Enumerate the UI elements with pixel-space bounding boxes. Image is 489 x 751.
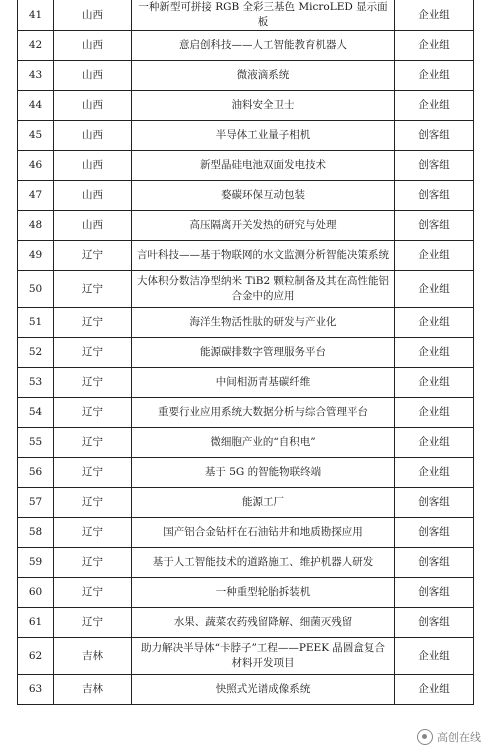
group-cell: 企业组 <box>395 308 474 338</box>
group-cell: 创客组 <box>395 518 474 548</box>
province-cell: 辽宁 <box>54 308 132 338</box>
row-number-cell: 57 <box>18 488 54 518</box>
project-name-cell: 快照式光谱成像系统 <box>132 675 395 705</box>
gaochuang-logo-icon <box>417 729 433 745</box>
row-number-cell: 46 <box>18 151 54 181</box>
province-cell: 辽宁 <box>54 608 132 638</box>
province-cell: 山西 <box>54 151 132 181</box>
table-row <box>18 91 474 121</box>
project-name-cell: 大体积分数洁净型纳米 TiB2 颗粒制备及其在高性能铝合金中的应用 <box>132 271 395 308</box>
table-row <box>18 61 474 91</box>
group-cell: 企业组 <box>395 241 474 271</box>
group-cell: 企业组 <box>395 91 474 121</box>
group-cell: 企业组 <box>395 31 474 61</box>
table-row <box>18 428 474 458</box>
province-cell: 吉林 <box>54 638 132 675</box>
group-cell: 企业组 <box>395 0 474 31</box>
project-name-cell: 能源碳排数字管理服务平台 <box>132 338 395 368</box>
province-cell: 辽宁 <box>54 271 132 308</box>
row-number-cell: 60 <box>18 578 54 608</box>
table-row <box>18 488 474 518</box>
row-number-cell: 54 <box>18 398 54 428</box>
table-row <box>18 308 474 338</box>
watermark <box>417 729 481 745</box>
row-number-cell: 55 <box>18 428 54 458</box>
table-row <box>18 31 474 61</box>
table-row <box>18 518 474 548</box>
project-name-cell: 能源工厂 <box>132 488 395 518</box>
table-row <box>18 241 474 271</box>
province-cell: 山西 <box>54 121 132 151</box>
project-name-cell: 一种重型轮胎拆装机 <box>132 578 395 608</box>
province-cell: 吉林 <box>54 675 132 705</box>
group-cell: 企业组 <box>395 428 474 458</box>
group-cell: 创客组 <box>395 608 474 638</box>
watermark-text: 高创在线 <box>437 731 481 744</box>
table-row <box>18 458 474 488</box>
project-name-cell: 微液滴系统 <box>132 61 395 91</box>
group-cell: 企业组 <box>395 398 474 428</box>
province-cell: 山西 <box>54 0 132 31</box>
group-cell: 企业组 <box>395 61 474 91</box>
table-row <box>18 548 474 578</box>
project-name-cell: 基于 5G 的智能物联终端 <box>132 458 395 488</box>
table-row <box>18 578 474 608</box>
table-row <box>18 0 474 31</box>
table-row <box>18 675 474 705</box>
row-number-cell: 51 <box>18 308 54 338</box>
project-name-cell: 意启创科技——人工智能教育机器人 <box>132 31 395 61</box>
row-number-cell: 53 <box>18 368 54 398</box>
province-cell: 山西 <box>54 181 132 211</box>
project-name-cell: 高压隔离开关发热的研究与处理 <box>132 211 395 241</box>
group-cell: 创客组 <box>395 151 474 181</box>
project-name-cell: 国产铝合金钻杆在石油钻井和地质勘探应用 <box>132 518 395 548</box>
group-cell: 创客组 <box>395 578 474 608</box>
group-cell: 企业组 <box>395 458 474 488</box>
province-cell: 辽宁 <box>54 368 132 398</box>
group-cell: 创客组 <box>395 548 474 578</box>
table-body <box>18 0 474 705</box>
row-number-cell: 58 <box>18 518 54 548</box>
group-cell: 企业组 <box>395 368 474 398</box>
table-row <box>18 211 474 241</box>
row-number-cell: 52 <box>18 338 54 368</box>
group-cell: 创客组 <box>395 181 474 211</box>
province-cell: 辽宁 <box>54 458 132 488</box>
province-cell: 山西 <box>54 211 132 241</box>
project-name-cell: 微细胞产业的“自积电” <box>132 428 395 458</box>
project-name-cell: 油料安全卫士 <box>132 91 395 121</box>
table-row <box>18 338 474 368</box>
row-number-cell: 50 <box>18 271 54 308</box>
province-cell: 辽宁 <box>54 398 132 428</box>
row-number-cell: 61 <box>18 608 54 638</box>
project-name-cell: 基于人工智能技术的道路施工、维护机器人研发 <box>132 548 395 578</box>
row-number-cell: 47 <box>18 181 54 211</box>
project-name-cell: 助力解决半导体“卡脖子”工程——PEEK 晶圆盒复合材料开发项目 <box>132 638 395 675</box>
row-number-cell: 59 <box>18 548 54 578</box>
province-cell: 辽宁 <box>54 518 132 548</box>
province-cell: 辽宁 <box>54 338 132 368</box>
project-name-cell: 中间相沥青基碳纤维 <box>132 368 395 398</box>
table-row <box>18 181 474 211</box>
province-cell: 山西 <box>54 61 132 91</box>
province-cell: 山西 <box>54 31 132 61</box>
project-name-cell: 海洋生物活性肽的研发与产业化 <box>132 308 395 338</box>
province-cell: 辽宁 <box>54 428 132 458</box>
row-number-cell: 44 <box>18 91 54 121</box>
project-name-cell: 一种新型可拼接 RGB 全彩三基色 MicroLED 显示面板 <box>132 0 395 31</box>
table-row <box>18 608 474 638</box>
table-row <box>18 368 474 398</box>
project-name-cell: 水果、蔬菜农药残留降解、细菌灭残留 <box>132 608 395 638</box>
group-cell: 企业组 <box>395 638 474 675</box>
row-number-cell: 62 <box>18 638 54 675</box>
project-name-cell: 婺碳环保互动包装 <box>132 181 395 211</box>
project-name-cell: 新型晶硅电池双面发电技术 <box>132 151 395 181</box>
province-cell: 辽宁 <box>54 488 132 518</box>
project-name-cell: 半导体工业量子相机 <box>132 121 395 151</box>
row-number-cell: 48 <box>18 211 54 241</box>
project-name-cell: 重要行业应用系统大数据分析与综合管理平台 <box>132 398 395 428</box>
table-row <box>18 271 474 308</box>
table-row <box>18 121 474 151</box>
project-name-cell: 言叶科技——基于物联网的水文监测分析智能决策系统 <box>132 241 395 271</box>
table-row <box>18 638 474 675</box>
province-cell: 辽宁 <box>54 578 132 608</box>
group-cell: 创客组 <box>395 211 474 241</box>
row-number-cell: 42 <box>18 31 54 61</box>
table-row <box>18 398 474 428</box>
table-row <box>18 151 474 181</box>
row-number-cell: 43 <box>18 61 54 91</box>
project-table <box>17 0 474 705</box>
row-number-cell: 45 <box>18 121 54 151</box>
row-number-cell: 41 <box>18 0 54 31</box>
group-cell: 创客组 <box>395 488 474 518</box>
province-cell: 山西 <box>54 91 132 121</box>
group-cell: 创客组 <box>395 121 474 151</box>
row-number-cell: 63 <box>18 675 54 705</box>
group-cell: 企业组 <box>395 675 474 705</box>
row-number-cell: 49 <box>18 241 54 271</box>
row-number-cell: 56 <box>18 458 54 488</box>
group-cell: 企业组 <box>395 271 474 308</box>
province-cell: 辽宁 <box>54 548 132 578</box>
province-cell: 辽宁 <box>54 241 132 271</box>
group-cell: 企业组 <box>395 338 474 368</box>
